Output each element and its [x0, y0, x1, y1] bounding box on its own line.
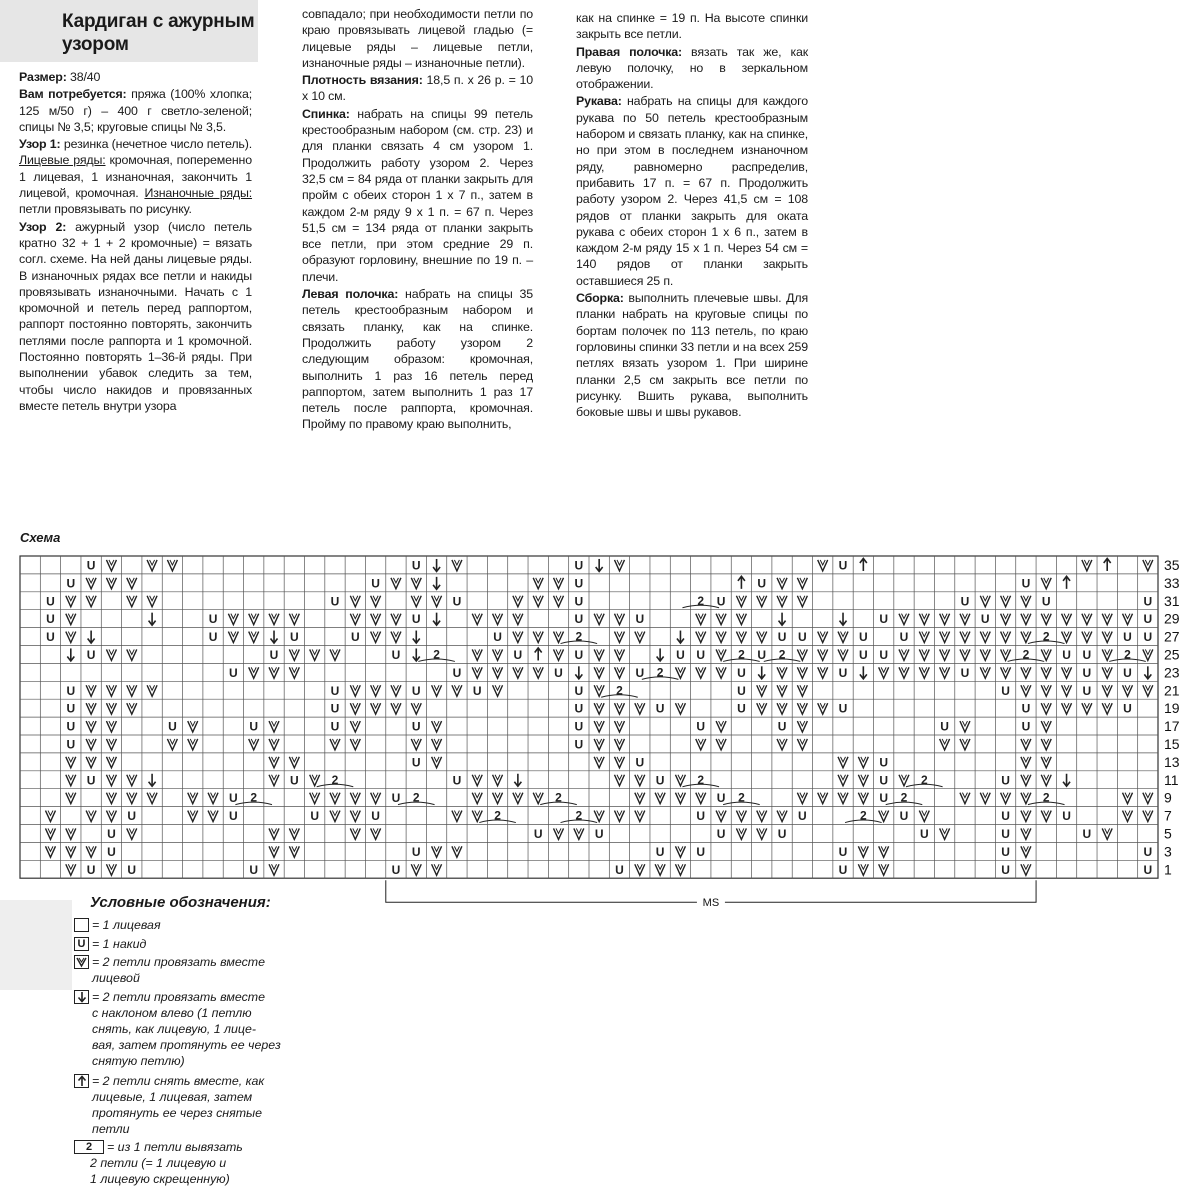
yarn-over-symbol: U: [1062, 809, 1071, 824]
k2tog-icon: [74, 955, 89, 969]
yarn-over-symbol: U: [574, 683, 584, 698]
legend-text: = из 1 петли вывязать: [107, 1140, 243, 1154]
legend-title: Условные обозначения:: [90, 894, 271, 911]
legend-text: = 1 накид: [92, 937, 147, 951]
yarn-over-symbol: U: [879, 773, 888, 788]
yarn-over-symbol: U: [1123, 665, 1132, 680]
yarn-over-symbol: U: [716, 826, 726, 841]
increase-symbol: 2: [738, 790, 745, 805]
increase-symbol: 2: [494, 808, 501, 823]
row-number: 15: [1164, 735, 1180, 752]
legend-text: лицевые, 1 лицевая, затем: [92, 1090, 253, 1104]
yarn-over-symbol: U: [960, 665, 970, 680]
increase-symbol: 2: [900, 790, 908, 805]
yarn-over-symbol: U: [290, 630, 299, 645]
row-number: 7: [1164, 807, 1172, 824]
yarn-over-symbol: U: [798, 809, 807, 824]
assembly-paragraph: Сборка: выполнить плечевые швы. Для планки набрать на круговые спицы по бортам полочек по 113 петель, по краю горловины спинки 33 петли и на всех 259 петлях вязать узором 1. При ширине планки 2,5 см закрыть все петли по рисунку. Вшить рукава, выполнить боковые швы и швы рукавов.: [576, 291, 808, 420]
text-column-3: [576, 10, 808, 421]
yarn-over-symbol: U: [411, 755, 421, 770]
yarn-over-symbol: U: [249, 862, 259, 877]
yarn-over-symbol: U: [86, 647, 96, 662]
yarn-over-symbol: U: [574, 612, 584, 627]
yarn-over-symbol: U: [290, 773, 299, 788]
yarn-over-symbol: U: [1062, 647, 1071, 662]
legend-text: петли: [92, 1122, 130, 1136]
back-paragraph: Спинка: набрать на спицы 99 петель крестообразным набором (см. стр. 23) и для планки связать 4 см узором 1. Продолжить работу узором 2. Через 32,5 см = 84 ряда от планки закрыть для пройм с обеих сторон 1 х 7 п., затем в каждом 2-м ряду 9 х 1 п. = 67 п. Через 51,5 см = 134 ряда от планки закрыть все петли, при этом средние 29 п. образуют горловину, внешние по 19 п. – плечи.: [302, 106, 533, 284]
yarn-over-symbol: U: [391, 791, 401, 806]
continuation-paragraph: совпадало; при необходимости петли по краю провязывать лицевой гладью (= лицевые ряды – лицевые петли, изнаночные ряды – изнаночные петли).: [302, 7, 533, 70]
yarn-over-symbol: U: [229, 791, 238, 806]
increase-symbol: 2: [859, 808, 867, 823]
yarn-over-symbol: U: [513, 647, 523, 662]
yarn-over-symbol: U: [66, 737, 76, 752]
yarn-over-symbol: U: [269, 647, 279, 662]
yarn-over-symbol: U: [899, 630, 909, 645]
materials-paragraph: Вам потребуется: пряжа (100% хлопка; 125 м/50 г) – 400 г светло-зеленой; спицы № 3,5; круговые спицы № 3,5.: [19, 87, 252, 134]
yarn-over-symbol: U: [635, 665, 645, 680]
yarn-over-symbol: U: [879, 647, 888, 662]
yarn-over-symbol: U: [635, 612, 645, 627]
yarn-over-symbol: U: [737, 665, 746, 680]
yarn-over-symbol: U: [737, 683, 746, 698]
yarn-over-symbol: U: [86, 773, 96, 788]
increase-symbol: 2: [697, 593, 705, 608]
yarn-over-symbol: U: [350, 630, 360, 645]
legend-text: вая, затем протянуть ее через: [92, 1038, 281, 1052]
yarn-over-symbol: U: [737, 701, 746, 716]
legend-text: с наклоном влево (1 петлю: [92, 1006, 252, 1020]
knit-stitch-icon: [74, 918, 89, 932]
yarn-over-symbol: U: [1001, 826, 1010, 841]
yarn-over-symbol: U: [1001, 809, 1010, 824]
row-number: 29: [1164, 610, 1180, 627]
repeat-label: MS: [702, 897, 720, 910]
legend-side-strip: [0, 900, 72, 990]
increase-symbol: 2: [575, 808, 583, 823]
yarn-over-symbol: U: [411, 719, 421, 734]
yarn-over-symbol: U: [838, 558, 848, 573]
row-number: 19: [1164, 700, 1180, 717]
yarn-over-symbol: U: [249, 719, 259, 734]
yarn-over-symbol: U: [1001, 844, 1010, 859]
text-column-1: [19, 69, 252, 415]
yarn-over-symbol: U: [371, 809, 380, 824]
increase-symbol: 2: [555, 790, 562, 805]
row-number: 11: [1164, 771, 1179, 788]
yarn-over-symbol: U: [716, 594, 726, 609]
yarn-over-symbol: U: [1021, 701, 1031, 716]
yarn-over-symbol: U: [696, 844, 706, 859]
yarn-over-symbol: U: [107, 826, 116, 841]
yarn-over-symbol: U: [452, 665, 462, 680]
yarn-over-symbol: U: [66, 701, 76, 716]
increase-symbol: 2: [1042, 790, 1050, 805]
increase-symbol: 2: [697, 772, 705, 787]
yarn-over-symbol: U: [655, 773, 665, 788]
left-front-paragraph: Левая полочка: набрать на спицы 35 петель крестообразным набором и связать планку, как на спинке. Продолжить работу узором 2 следующим образом: кромочная, выполнить 1 раз 16 петель перед раппортом, затем выполнить 1 раз 17 петель после раппорта, кромочная. Пройму по правому краю выполнить,: [302, 287, 533, 432]
yarn-over-symbol: U: [574, 737, 584, 752]
yarn-over-symbol: U: [838, 701, 848, 716]
increase-symbol: 2: [250, 790, 258, 805]
increase-symbol: 2: [575, 629, 583, 644]
yarn-over-symbol: U: [798, 630, 807, 645]
yarn-over-symbol: U: [676, 647, 685, 662]
yarn-over-symbol: U: [757, 576, 767, 591]
yarn-over-symbol: U: [107, 844, 116, 859]
yarn-over-symbol: U: [533, 826, 543, 841]
increase-symbol: 2: [616, 683, 623, 698]
yarn-over-symbol: U: [66, 683, 76, 698]
yarn-over-symbol: U: [574, 594, 584, 609]
yarn-over-symbol: U: [66, 576, 76, 591]
yarn-over-symbol: U: [1143, 862, 1153, 877]
yarn-over-symbol: U: [452, 773, 462, 788]
yarn-over-symbol: U: [1021, 576, 1031, 591]
yarn-over-symbol: U: [46, 630, 55, 645]
yarn-over-symbol: U: [1143, 612, 1153, 627]
yarn-over-symbol: U: [655, 701, 665, 716]
yarn-over-symbol: U: [1001, 683, 1010, 698]
legend-text: лицевой: [92, 971, 140, 985]
yarn-over-symbol: U: [1001, 773, 1010, 788]
yarn-over-symbol: U: [1082, 683, 1092, 698]
yarn-over-symbol: U: [1082, 826, 1092, 841]
s2kp-arrow-up-icon: [74, 1074, 89, 1088]
yarn-over-symbol: U: [859, 630, 868, 645]
yarn-over-symbol: U: [960, 594, 970, 609]
yarn-over-symbol: U: [493, 630, 502, 645]
yarn-over-symbol: U: [838, 862, 848, 877]
yarn-over-symbol: U: [371, 576, 380, 591]
yarn-over-symbol: U: [655, 844, 665, 859]
yarn-over-symbol: U: [574, 719, 584, 734]
increase-symbol: 2: [1042, 629, 1050, 644]
row-number: 3: [1164, 843, 1172, 860]
yarn-over-symbol: U: [696, 719, 706, 734]
yarn-over-symbol: U: [635, 755, 645, 770]
increase-symbol: 2: [1124, 647, 1131, 662]
yarn-over-symbol: U: [980, 612, 990, 627]
row-number: 13: [1164, 753, 1180, 770]
yarn-over-symbol: U: [127, 809, 137, 824]
yarn-over-symbol: U: [229, 809, 238, 824]
legend-text: = 2 петли провязать вместе: [92, 955, 266, 969]
yarn-over-symbol: U: [838, 844, 848, 859]
yarn-over-symbol: U: [574, 576, 584, 591]
row-number: 25: [1164, 646, 1180, 663]
row-number: 1: [1164, 861, 1172, 878]
row-number: 17: [1164, 718, 1180, 735]
yarn-over-symbol: U: [777, 719, 787, 734]
yarn-over-symbol: U: [1143, 594, 1153, 609]
increase-symbol: 2: [778, 647, 786, 662]
yarn-over-symbol: U: [1021, 719, 1031, 734]
yarn-over-symbol: U: [46, 612, 55, 627]
yarn-over-symbol: U: [879, 755, 888, 770]
yarn-over-symbol: U: [838, 665, 848, 680]
yarn-over-symbol: U: [86, 862, 96, 877]
row-number: 23: [1164, 664, 1180, 681]
yarn-over-symbol: U: [330, 683, 340, 698]
yarn-over-symbol: U: [1143, 630, 1153, 645]
yarn-over-symbol: U: [66, 719, 76, 734]
yarn-over-symbol: U: [46, 594, 55, 609]
yarn-over-symbol: U: [1123, 701, 1132, 716]
yarn-over-symbol: U: [127, 862, 137, 877]
yarn-over-symbol: U: [208, 630, 218, 645]
yarn-over-symbol: U: [411, 612, 421, 627]
continuation-paragraph-2: как на спинке = 19 п. На высоте спинки закрыть все петли.: [576, 11, 808, 42]
legend-text: = 1 лицевая: [92, 918, 161, 932]
yarn-over-symbol: U: [594, 826, 604, 841]
yarn-over-symbol: U: [411, 558, 421, 573]
yarn-over-symbol: U: [208, 612, 218, 627]
yarn-over-icon: U: [74, 937, 89, 951]
yarn-over-symbol: U: [899, 809, 909, 824]
yarn-over-symbol: U: [777, 630, 787, 645]
text-column-2: [302, 6, 533, 434]
sleeves-paragraph: Рукава: набрать на спицы для каждого рукава по 50 петель крестообразным набором и связать планку, как на спинке, но при этом в последнем изнаночном ряду, равномерно распределив, прибавить 17 п. = 67 п. Продолжить работу узором 2. Через 41,5 см = 108 рядов от планки закрыть для оката рукава с обеих сторон 1 х 6 п., затем в каждом 2-м ряду 15 х 1 п. Через 54 см = 140 рядов от планки закрыть оставшиеся 25 п.: [576, 94, 808, 288]
legend-text: снятую петлю): [92, 1054, 185, 1068]
yarn-over-symbol: U: [310, 809, 319, 824]
yarn-over-symbol: U: [391, 862, 401, 877]
yarn-over-symbol: U: [574, 558, 584, 573]
increase-symbol: 2: [412, 790, 420, 805]
size-paragraph: Размер: 38/40: [19, 70, 101, 84]
yarn-over-symbol: U: [472, 683, 482, 698]
row-number: 5: [1164, 825, 1172, 842]
yarn-over-symbol: U: [1041, 594, 1051, 609]
yarn-over-symbol: U: [859, 647, 868, 662]
pattern2-paragraph: Узор 2: ажурный узор (число петель кратно 32 + 1 + 2 кромочные) = вязать согл. схеме. На ней даны лицевые ряды. В изнаночных рядах все петли и накиды провязывать изнаночными. Начать с 1 кромочной и петель перед раппортом, раппорт постоянно повторять, закончить петлями после раппорта и 1 кромочной. Постоянно повторять 1–36-й ряды. При выполнении убавок следить за тем, чтобы число накидов и провязанных вместе петель внутри узора: [19, 219, 252, 413]
yarn-over-symbol: U: [940, 719, 949, 734]
yarn-over-symbol: U: [411, 844, 421, 859]
row-number: 27: [1164, 628, 1180, 645]
legend-text: 1 лицевую скрещенную): [90, 1172, 230, 1186]
increase-symbol: 2: [331, 772, 339, 787]
scheme-title: Схема: [20, 530, 61, 545]
yarn-over-symbol: U: [1082, 647, 1092, 662]
gauge-paragraph: Плотность вязания: 18,5 п. х 26 р. = 10 х 10 см.: [302, 73, 533, 104]
yarn-over-symbol: U: [391, 647, 401, 662]
yarn-over-symbol: U: [757, 647, 767, 662]
yarn-over-symbol: U: [168, 719, 177, 734]
yarn-over-symbol: U: [919, 826, 929, 841]
row-number: 35: [1164, 556, 1180, 573]
legend-text: = 2 петли провязать вместе: [92, 990, 266, 1004]
yarn-over-symbol: U: [879, 612, 888, 627]
increase-two-icon: 2: [74, 1140, 104, 1154]
yarn-over-symbol: U: [879, 791, 888, 806]
yarn-over-symbol: U: [330, 701, 340, 716]
yarn-over-symbol: U: [1001, 862, 1010, 877]
yarn-over-symbol: U: [554, 665, 563, 680]
yarn-over-symbol: U: [696, 809, 706, 824]
increase-symbol: 2: [433, 647, 440, 662]
increase-symbol: 2: [738, 647, 745, 662]
yarn-over-symbol: U: [411, 683, 421, 698]
page-title: Кардиган с ажурным узором: [62, 11, 255, 55]
yarn-over-symbol: U: [574, 701, 584, 716]
row-number: 9: [1164, 789, 1172, 806]
legend-text: 2 петли (= 1 лицевую и: [90, 1156, 227, 1170]
increase-symbol: 2: [920, 772, 928, 787]
yarn-over-symbol: U: [86, 558, 96, 573]
yarn-over-symbol: U: [1123, 630, 1132, 645]
legend-text: снять, как лицевую, 1 лице-: [92, 1022, 257, 1036]
yarn-over-symbol: U: [330, 594, 340, 609]
row-number: 21: [1164, 682, 1180, 699]
pattern1-paragraph: Узор 1: резинка (нечетное число петель). Лицевые ряды: кромочная, попеременно 1 лицевая, 1 изнаночная, закончить 1 лицевой, кромочная. Изнаночные ряды: петли провязывать по рисунку.: [19, 137, 253, 217]
right-front-paragraph: Правая полочка: вязать так же, как левую полочку, но в зеркальном отображении.: [576, 44, 808, 92]
row-number: 33: [1164, 574, 1180, 591]
yarn-over-symbol: U: [777, 826, 787, 841]
yarn-over-symbol: U: [716, 791, 726, 806]
legend-text: протянуть ее через снятые: [92, 1106, 263, 1120]
ssk-arrow-down-icon: [74, 990, 89, 1004]
yarn-over-symbol: U: [1143, 844, 1153, 859]
yarn-over-symbol: U: [452, 594, 462, 609]
yarn-over-symbol: U: [574, 647, 584, 662]
yarn-over-symbol: U: [615, 862, 624, 877]
increase-symbol: 2: [1022, 647, 1030, 662]
increase-symbol: 2: [656, 665, 664, 680]
yarn-over-symbol: U: [696, 647, 706, 662]
yarn-over-symbol: U: [229, 665, 238, 680]
legend-text: = 2 петли снять вместе, как: [92, 1074, 265, 1088]
yarn-over-symbol: U: [1082, 665, 1092, 680]
yarn-over-symbol: U: [330, 719, 340, 734]
row-number: 31: [1164, 592, 1180, 609]
